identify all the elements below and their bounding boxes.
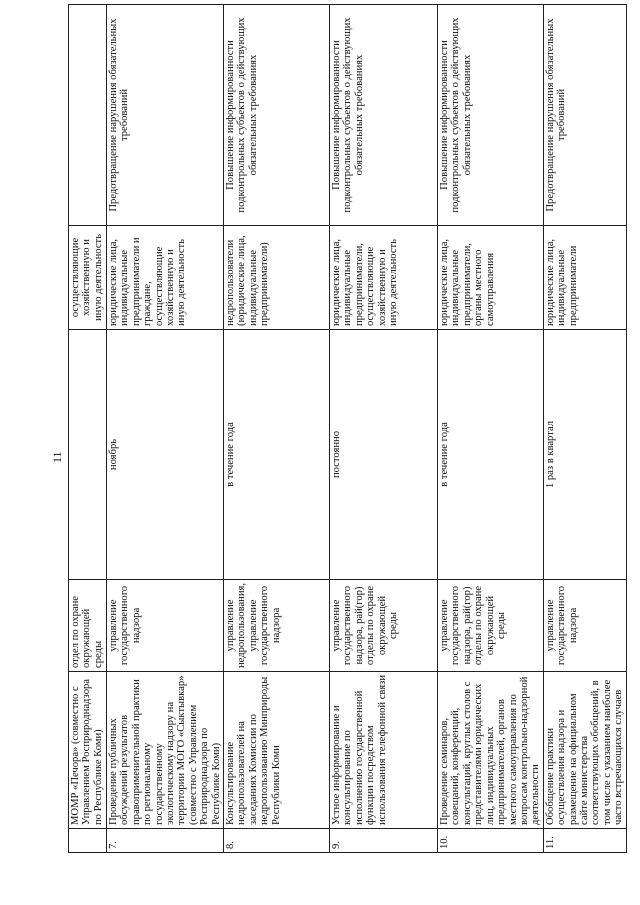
executor-cell: управление государственного надзора, рай(гор) отделы по охране окружающей среды [330, 580, 438, 672]
executor-cell: отдел по охране окружающей среды [69, 580, 107, 672]
deadline-cell [69, 330, 107, 580]
deadline-cell: 1 раз в квартал [543, 330, 626, 580]
deadline-cell: в течение года [224, 330, 330, 580]
table-row [107, 5, 224, 853]
table-row [330, 5, 438, 853]
subjects-cell: недропользователи (юридические лица, индивидуальные предприниматели) [224, 226, 330, 330]
subjects-cell: осуществляющие хозяйственную и иную деятельность [69, 226, 107, 330]
subjects-cell: юридические лица, индивидуальные предприниматели и граждане, осуществляющие хозяйственную и иную деятельность [107, 226, 224, 330]
deadline-cell: постоянно [330, 330, 438, 580]
row-number: 11. [543, 829, 626, 853]
table-row [438, 5, 544, 853]
row-number: 7. [107, 829, 224, 853]
executor-cell: управление государственного надзора [107, 580, 224, 672]
table-row [69, 5, 107, 853]
row-number [69, 829, 107, 853]
activity-cell: Консультирование недропользователей на заседаниях Комиссии по недропользованию Минприроды Республики Коми [224, 672, 330, 829]
result-cell: Предотвращение нарушения обязательных требований [543, 5, 626, 226]
result-cell: Повышение информированности подконтрольных субъектов о действующих обязательных требованиях [330, 5, 438, 226]
result-cell: Повышение информированности подконтрольных субъектов о действующих обязательных требованиях [224, 5, 330, 226]
table-row [224, 5, 330, 853]
activity-cell: МОМР «Печора» (совместно с Управлением Росприроднадзора по Республике Коми) [69, 672, 107, 829]
measures-table [68, 4, 627, 853]
table-row [543, 5, 626, 853]
page-number: 11 [50, 451, 64, 463]
row-number: 10. [438, 829, 544, 853]
subjects-cell: юридические лица, индивидуальные предприниматели [543, 226, 626, 330]
result-cell: Повышение информированности подконтрольных субъектов о действующих обязательных требованиях [438, 5, 544, 226]
activity-cell: Устное информирование и консультирование по исполнению государственной функции посредством использования телефонной связи [330, 672, 438, 829]
subjects-cell: юридические лица, индивидуальные предприниматели, органы местного самоуправления [438, 226, 544, 330]
result-cell: Предотвращение нарушения обязательных требований [107, 5, 224, 226]
activity-cell: Проведение семинаров, совещаний, конференций, консультаций, круглых столов с представителями юридических лиц, индивидуальных предпринимателей, органов местного самоуправления по вопросам контрольно-надзорной деятельности [438, 672, 544, 829]
deadline-cell: ноябрь [107, 330, 224, 580]
subjects-cell: юридические лица, индивидуальные предприниматели, осуществляющие хозяйственную и иную деятельность [330, 226, 438, 330]
deadline-cell: в течение года [438, 330, 544, 580]
executor-cell: управление недропользования, управление государственного надзора [224, 580, 330, 672]
activity-cell: Обобщение практики осуществления надзора и размещение на официальном сайте министерства соответствующих обобщений, в том числе с указанием наиболее часто встречающихся случаев [543, 672, 626, 829]
row-number: 8. [224, 829, 330, 853]
executor-cell: управление государственного надзора [543, 580, 626, 672]
activity-cell: Проведение публичных обсуждений результатов правоприменительной практики по региональному государственному экологическому надзору на территории МОГО «Сыктывкар» (совместно с Управлением Росприроднадзора по Республике Коми) [107, 672, 224, 829]
row-number: 9. [330, 829, 438, 853]
executor-cell: управление государственного надзора, рай(гор) отделы по охране окружающей среды [438, 580, 544, 672]
result-cell [69, 5, 107, 226]
